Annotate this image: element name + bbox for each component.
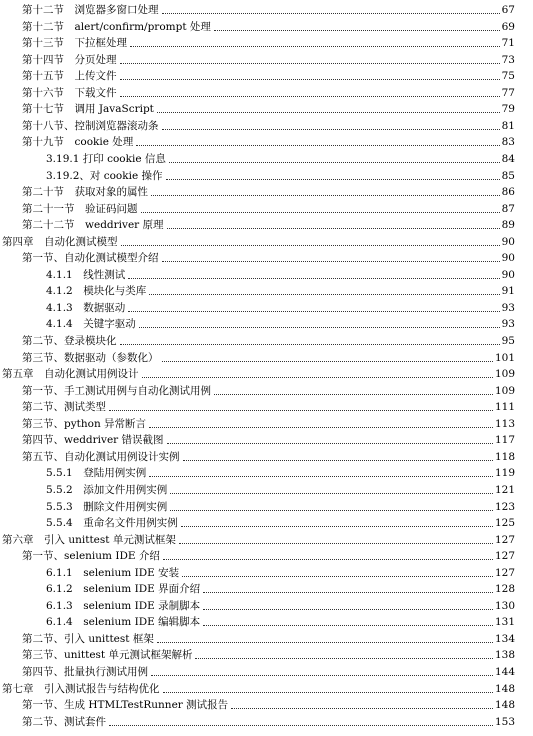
dot-leader [183,460,493,461]
toc-entry[interactable] [0,217,533,231]
toc-entry-title: 第一节、自动化测试模型介绍 [22,252,159,265]
dot-leader [157,642,493,643]
toc-entry-page: 134 [494,632,515,645]
toc-entry[interactable] [0,432,533,446]
toc-entry[interactable] [0,581,533,595]
toc-entry-page: 95 [501,335,515,347]
toc-entry-page: 73 [501,53,515,66]
toc-entry-page: 113 [494,417,515,430]
toc-entry[interactable] [0,267,533,281]
toc-entry-page: 86 [501,186,515,199]
dot-leader [149,294,499,295]
dot-leader [151,195,500,196]
dot-leader [120,344,500,345]
toc-entry-title: 第四章 自动化测试模型 [2,235,118,248]
toc-entry-page: 67 [501,4,515,16]
dot-leader [166,179,500,180]
toc-entry-title: 3.19.2、对 cookie 操作 [46,169,163,182]
toc-entry-title: 第五章 自动化测试用例设计 [2,368,139,381]
toc-entry-title: 第五节、自动化测试用例设计实例 [22,450,180,463]
dot-leader [149,427,493,428]
toc-entry-title: 5.5.4 重命名文件用例实例 [46,517,178,530]
toc-entry-title: 第三节、数据驱动（参数化） [22,351,159,364]
dot-leader [181,526,493,527]
toc-entry[interactable] [0,134,533,148]
toc-entry[interactable] [0,449,533,463]
toc-entry-title: 第一节、selenium IDE 介绍 [22,550,160,563]
toc-entry-title: 第十二节 alert/confirm/prompt 处理 [22,20,211,33]
toc-entry-page: 127 [494,550,515,563]
toc-entry-title: 6.1.2 selenium IDE 界面介绍 [46,583,201,596]
toc-entry-page: 81 [501,119,515,132]
toc-entry[interactable] [0,118,533,132]
toc-entry-page: 119 [494,467,515,480]
toc-entry[interactable] [0,647,533,661]
toc-entry-title: 6.1.1 selenium IDE 安装 [46,566,180,579]
dot-leader [109,410,493,411]
toc-entry-page: 153 [494,715,515,728]
dot-leader [151,675,493,676]
toc-entry-title: 第二节、引入 unittest 框架 [22,632,154,645]
toc-entry-page: 71 [501,37,515,50]
toc-entry-page: 117 [494,434,515,447]
toc-entry-page: 75 [501,70,515,83]
toc-entry[interactable] [0,499,533,513]
toc-entry[interactable] [0,52,533,66]
toc-entry-page: 87 [501,202,515,215]
toc-entry-page: 138 [494,649,515,662]
toc-entry-page: 91 [501,285,515,298]
toc-entry-title: 第一节、手工测试用例与自动化测试用例 [22,384,211,397]
toc-entry-page: 101 [494,351,515,364]
dot-leader [169,162,500,163]
toc-entry-page: 123 [494,500,515,513]
dot-leader [162,129,500,130]
toc-entry-page: 130 [494,599,515,612]
toc-entry[interactable] [0,399,533,413]
dot-leader [162,261,500,262]
toc-entry-page: 109 [494,384,515,397]
toc-entry-page: 148 [494,699,515,712]
toc-entry[interactable] [0,168,533,182]
toc-entry-page: 127 [494,533,515,546]
dot-leader [231,708,493,709]
dot-leader [182,576,493,577]
toc-entry-page: 90 [501,235,515,248]
dot-leader [128,311,499,312]
toc-entry-page: 121 [494,483,515,496]
dot-leader [142,377,493,378]
toc-entry[interactable] [0,101,533,115]
toc-entry[interactable] [0,565,533,579]
toc-entry[interactable] [0,184,533,198]
dot-leader [170,493,493,494]
toc-entry-title: 第十七节 调用 JavaScript [22,103,154,116]
dot-leader [120,79,500,80]
toc-entry[interactable] [0,614,533,628]
toc-entry-page: 128 [494,583,515,596]
toc-entry-page: 93 [501,318,515,331]
toc-entry-title: 第七章 引入测试报告与结构优化 [2,682,160,695]
toc-entry[interactable] [0,515,533,529]
toc-entry-title: 第二十一节 验证码问题 [22,202,138,215]
toc-entry-title: 4.1.2 模块化与类库 [46,285,147,298]
dot-leader [162,13,500,14]
toc-entry-title: 第四节、批量执行测试用例 [22,666,148,678]
toc-entry-title: 第四节、weddriver 错误截图 [22,434,164,447]
toc-entry[interactable] [0,333,533,347]
toc-entry[interactable] [0,532,533,546]
toc-entry[interactable] [0,366,533,380]
toc-entry-title: 5.5.3 删除文件用例实例 [46,500,168,513]
toc-entry[interactable] [0,316,533,330]
toc-entry-title: 3.19.1 打印 cookie 信息 [46,152,166,165]
toc-entry[interactable] [0,151,533,165]
toc-entry-page: 83 [501,136,515,149]
toc-entry-title: 5.5.1 登陆用例实例 [46,467,147,480]
toc-entry[interactable] [0,350,533,364]
dot-leader [141,212,500,213]
dot-leader [157,112,500,113]
dot-leader [128,278,499,279]
dot-leader [214,394,493,395]
toc-entry-page: 90 [501,268,515,281]
dot-leader [203,592,493,593]
toc-entry[interactable] [0,598,533,612]
toc-entry-title: 第十五节 上传文件 [22,70,117,83]
dot-leader [195,658,492,659]
dot-leader [130,46,500,47]
toc-entry-page: 125 [494,517,515,530]
toc-entry[interactable] [0,383,533,397]
toc-entry-title: 第二十节 获取对象的属性 [22,186,148,199]
toc-entry[interactable] [0,416,533,430]
toc-entry[interactable] [0,465,533,479]
toc-entry[interactable] [0,714,533,728]
toc-entry[interactable] [0,19,533,33]
toc-entry-page: 84 [501,152,515,165]
dot-leader [203,609,493,610]
toc-entry-title: 第十三节 下拉框处理 [22,37,127,50]
toc-entry-page: 90 [501,252,515,265]
dot-leader [214,30,500,31]
toc-entry-page: 118 [494,450,515,463]
toc-entry[interactable] [0,631,533,645]
dot-leader [163,692,493,693]
toc-entry[interactable] [0,697,533,711]
toc-entry-title: 第十八节、控制浏览器滚动条 [22,119,159,132]
toc-entry-title: 第一节、生成 HTMLTestRunner 测试报告 [22,699,229,712]
dot-leader [203,625,493,626]
toc-entry-page: 109 [494,368,515,381]
toc-entry-page: 148 [494,682,515,695]
toc-entry-title: 第十二节 浏览器多窗口处理 [22,4,159,16]
toc-entry[interactable] [0,2,533,16]
toc-entry-title: 第二节、测试类型 [22,401,106,414]
toc-entry-page: 89 [501,219,515,232]
toc-entry-page: 111 [494,401,515,414]
toc-entry-page: 69 [501,20,515,33]
dot-leader [121,245,500,246]
dot-leader [120,96,500,97]
toc-entry-page: 93 [501,301,515,314]
toc-entry-title: 第十九节 cookie 处理 [22,136,134,149]
toc-entry-title: 4.1.4 关键字驱动 [46,318,136,331]
dot-leader [162,361,493,362]
toc-entry-page: 85 [501,169,515,182]
toc-entry-title: 第二十二节 weddriver 原理 [22,219,164,232]
dot-leader [167,228,500,229]
toc-entry-title: 第十四节 分页处理 [22,53,117,66]
dot-leader [109,725,493,726]
toc-entry[interactable] [0,681,533,695]
dot-leader [136,145,499,146]
toc-entry[interactable] [0,482,533,496]
toc-entry[interactable] [0,300,533,314]
toc-entry-title: 6.1.4 selenium IDE 编辑脚本 [46,616,201,629]
dot-leader [163,559,493,560]
toc-entry-page: 131 [494,616,515,629]
toc-entry[interactable] [0,234,533,248]
toc-entry[interactable] [0,250,533,264]
toc-entry-title: 4.1.1 线性测试 [46,268,126,281]
toc-entry[interactable] [0,68,533,82]
dot-leader [179,543,493,544]
toc-entry[interactable] [0,283,533,297]
toc-entry-title: 5.5.2 添加文件用例实例 [46,483,168,496]
toc-entry-title: 第十六节 下载文件 [22,86,117,99]
toc-entry-title: 第二节、测试套件 [22,715,106,728]
toc-entry-title: 4.1.3 数据驱动 [46,301,126,314]
dot-leader [139,327,500,328]
dot-leader [120,63,500,64]
toc-entry-page: 79 [501,103,515,116]
toc-entry-page: 127 [494,566,515,579]
toc-entry[interactable] [0,664,533,678]
toc-entry-title: 6.1.3 selenium IDE 录制脚本 [46,599,201,612]
dot-leader [170,510,493,511]
toc-entry[interactable] [0,85,533,99]
toc-entry[interactable] [0,201,533,215]
toc-entry-page: 77 [501,86,515,99]
toc-entry[interactable] [0,35,533,49]
dot-leader [149,476,493,477]
toc-entry-title: 第三节、unittest 单元测试框架解析 [22,649,193,662]
toc-entry-page: 144 [494,666,515,678]
toc-entry[interactable] [0,548,533,562]
dot-leader [167,443,493,444]
toc-entry-title: 第六章 引入 unittest 单元测试框架 [2,533,176,546]
toc-entry-title: 第三节、python 异常断言 [22,417,147,430]
toc-entry-title: 第二节、登录模块化 [22,335,117,347]
